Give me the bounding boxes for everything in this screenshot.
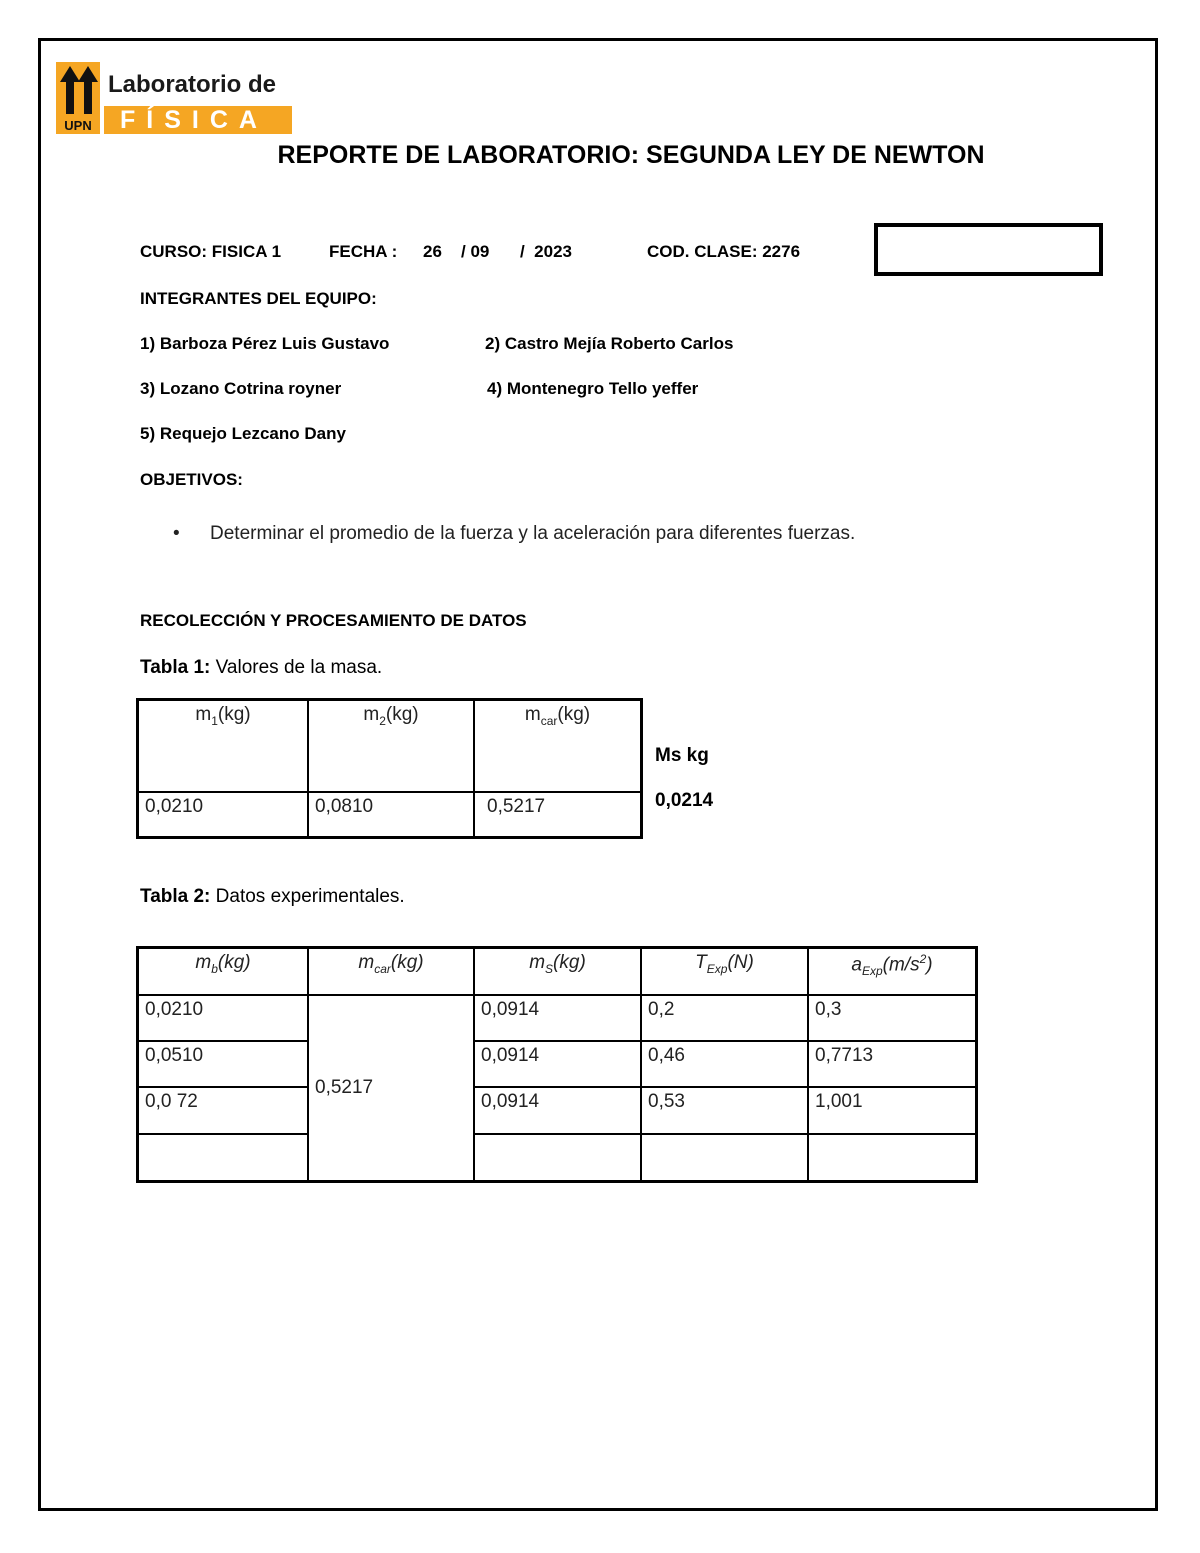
team-member: 4) Montenegro Tello yeffer [487,379,699,398]
team-member: 5) Requejo Lezcano Dany [140,424,346,443]
grade-box [874,223,1103,276]
table2-caption-label: Tabla 2: [140,886,211,907]
table2-cell-t: 0,2 [641,995,808,1041]
table-experimental [137,947,977,1182]
table2-caption [140,886,405,908]
objective-item: Determinar el promedio de la fuerza y la aceleración para diferentes fuerzas. [210,523,856,544]
table2-cell-mb: 0,0510 [138,1041,308,1087]
ms-value: 0,0214 [655,790,714,811]
table2-cell-mb [138,1134,308,1181]
table1-caption [140,657,382,679]
table-row [138,1134,976,1181]
logo-badge: UPN [64,118,92,133]
ms-label: Ms kg [655,745,709,766]
table2-cell-a: 0,7713 [808,1041,976,1087]
table2-header: $m_{car}(kg)$ [308,948,474,995]
date-day: 26 [423,242,442,261]
table2-cell-a: 1,001 [808,1087,976,1134]
team-heading: INTEGRANTES DEL EQUIPO: [140,289,377,308]
table2-cell-a: 0,3 [808,995,976,1041]
table1-caption-label: Tabla 1: [140,657,211,678]
table2-cell-t [641,1134,808,1181]
table2-header: $a_{Exp}(m/s^2)$ [808,948,976,995]
table2-cell-a [808,1134,976,1181]
date-year: / 2023 [520,242,572,261]
date-label: FECHA : [329,242,398,261]
table2-cell-mb: 0,0210 [138,995,308,1041]
bullet-icon: • [173,523,180,544]
team-member: 1) Barboza Pérez Luis Gustavo [140,334,390,353]
table-row [138,1041,976,1087]
table1-cell: 0,5217 [474,792,641,837]
table-row [138,995,976,1041]
table2-cell-mcar: 0,5217 [308,995,474,1181]
upn-logo-icon [56,62,100,134]
team-member: 3) Lozano Cotrina royner [140,379,342,398]
table1-cell: 0,0210 [138,792,308,837]
table2-caption-text: Datos experimentales. [210,886,405,907]
data-section-heading: RECOLECCIÓN Y PROCESAMIENTO DE DATOS [140,611,527,630]
table2-cell-mb: 0,0 72 [138,1087,308,1134]
date-month: / 09 [461,242,490,261]
table1-header: $m_1(kg)$ [138,700,308,792]
table2-cell-ms: 0,0914 [474,995,641,1041]
course-label: CURSO: FISICA 1 [140,242,282,261]
table1-caption-text: Valores de la masa. [210,657,383,678]
objectives-heading: OBJETIVOS: [140,470,243,489]
table1-header: $m_{car}(kg)$ [474,700,641,792]
logo-text-top: Laboratorio de [108,71,277,98]
table2-cell-ms: 0,0914 [474,1087,641,1134]
table2-header: $m_b(kg)$ [138,948,308,995]
table2-cell-t: 0,53 [641,1087,808,1134]
table1-cell: 0,0810 [308,792,474,837]
class-code: COD. CLASE: 2276 [647,242,801,261]
table2-cell-t: 0,46 [641,1041,808,1087]
table2-cell-ms [474,1134,641,1181]
table2-cell-ms: 0,0914 [474,1041,641,1087]
table1-header: $m_2(kg)$ [308,700,474,792]
team-member: 2) Castro Mejía Roberto Carlos [485,334,734,353]
table-masses [137,699,642,838]
table2-header: $m_S(kg)$ [474,948,641,995]
table-row [138,1087,976,1134]
table2-header: $T_{Exp}(N)$ [641,948,808,995]
page-title: REPORTE DE LABORATORIO: SEGUNDA LEY DE NEWTON [277,141,985,169]
logo-text-bottom: FÍSICA [104,106,292,134]
